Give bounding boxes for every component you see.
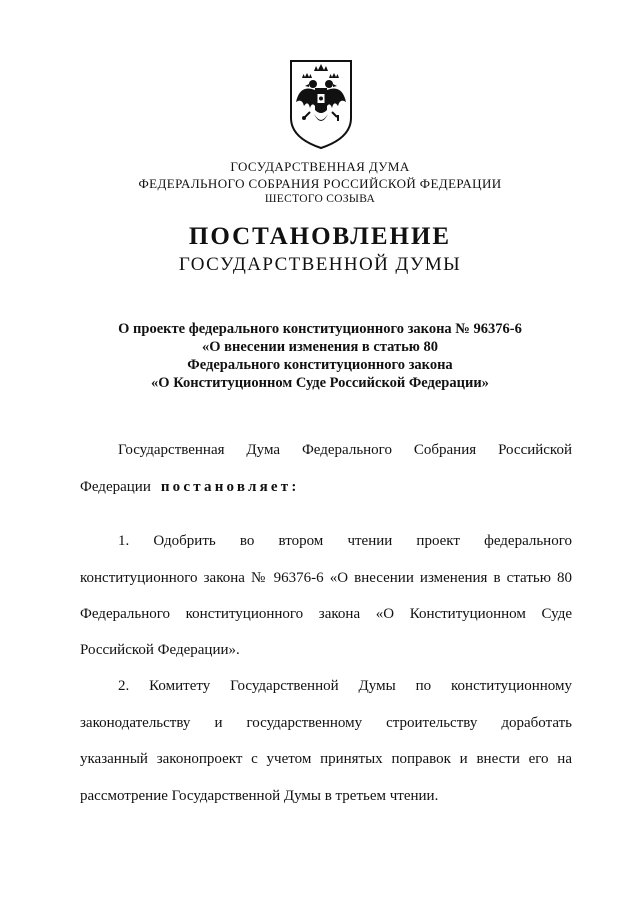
item-2-line: рассмотрение Государственной Думы в третьем чтении. <box>80 788 439 804</box>
resolves-word: постановляет: <box>160 479 300 495</box>
preamble-line-1: Государственная Дума Федерального Собрания Российской <box>118 442 572 458</box>
issuer-line-2: ФЕДЕРАЛЬНОГО СОБРАНИЯ РОССИЙСКОЙ ФЕДЕРАЦИИ <box>138 176 502 191</box>
document-subtitle: ГОСУДАРСТВЕННОЙ ДУМЫ <box>178 254 462 275</box>
item-1-line: 1. Одобрить во втором чтении проект федерального <box>118 533 572 549</box>
item-1-line: конституционного закона № 96376-6 «О внесении изменения в статью 80 <box>80 570 572 586</box>
subject-line: «О Конституционном Суде Российской Федерации» <box>151 375 489 391</box>
item-1-line: Федерального конституционного закона «О Конституционном Суде <box>80 606 572 622</box>
preamble-text: Федерации <box>80 479 151 495</box>
item-2-line: законодательству и государственному строительству доработать <box>80 715 572 731</box>
item-2-line: 2. Комитету Государственной Думы по конституционному <box>118 678 572 694</box>
document-title: ПОСТАНОВЛЕНИЕ <box>188 223 452 250</box>
item-2-line: указанный законопроект с учетом принятых поправок и внести его на <box>80 751 572 767</box>
subject-line: Федерального конституционного закона <box>187 357 453 373</box>
convocation-line: ШЕСТОГО СОЗЫВА <box>264 193 376 205</box>
item-1-line: Российской Федерации». <box>80 642 240 658</box>
subject-line: «О внесении изменения в статью 80 <box>201 339 438 355</box>
coat-of-arms-emblem <box>288 58 354 150</box>
issuer-line-1: ГОСУДАРСТВЕННАЯ ДУМА <box>230 159 410 174</box>
subject-line: О проекте федерального конституционного закона № 96376-6 <box>118 321 522 337</box>
preamble-line-2 <box>80 478 572 496</box>
